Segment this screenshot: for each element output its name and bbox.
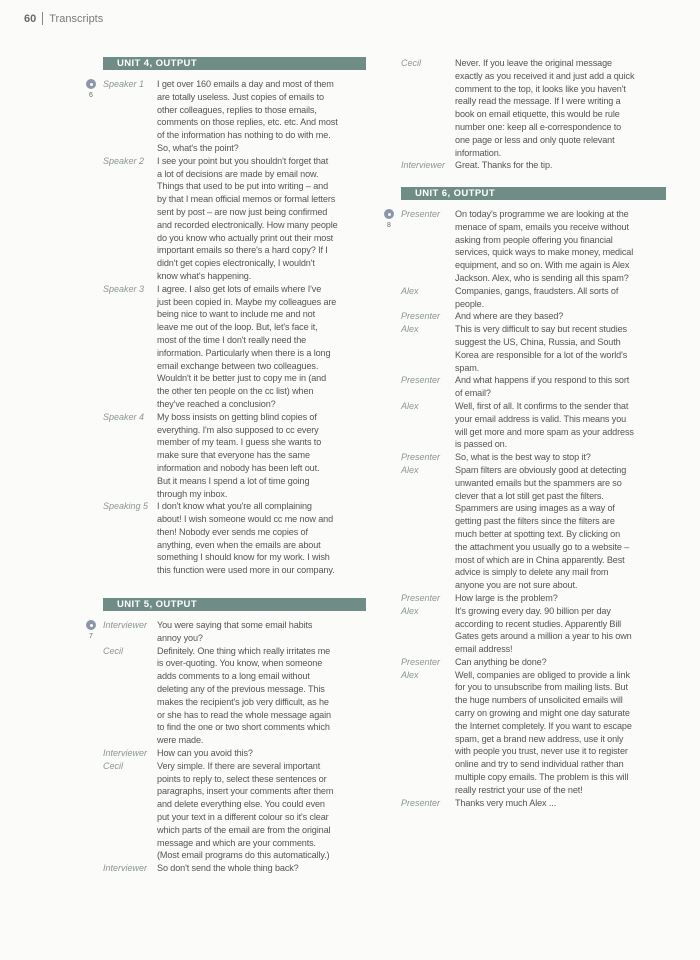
text-line: really read the message. If I were writing a [455,96,621,107]
text-line: Jackson. Alex, who is sending all this spam? [455,272,629,283]
text-line: of the information has nothing to do with me. [157,130,331,141]
text-line: Spammers are using images as a way of [455,503,615,514]
text-line: which parts of the email are from the original [157,824,331,835]
text-line: Can anything be done? [455,656,547,667]
audio-track-marker [85,79,97,99]
text-line: important emails so there's a hard copy? If I [157,245,328,256]
transcript-turn [401,464,666,592]
text-line: then! Nobody ever sends me copies of [157,526,308,537]
text-line: by that I mean official memos or formal letters [157,194,336,205]
transcript-turn [401,669,666,797]
speech-text [455,323,627,374]
speaker-label: Speaking 5 [103,501,149,512]
transcript-turn [103,862,366,875]
text-line: asking from people offering you financial [455,234,613,245]
text-line: And what happens if you respond to this sort [455,375,630,386]
speaker-label: Presenter [401,797,441,808]
text-line: and recorded electronically. How many people [157,219,338,230]
text-line: Thanks very much Alex ... [455,797,557,808]
unit-5-section [89,598,366,875]
speech-text [455,605,632,656]
transcript-turn [401,797,666,810]
text-line: getting past the filters since the filters are [455,516,615,527]
text-line: Things that used to be put into writing – and [157,181,329,192]
speaker-label: Interviewer [103,747,148,758]
speaker-label: Presenter [401,592,441,603]
text-line: through my inbox. [157,488,228,499]
text-line: Great. Thanks for the tip. [455,160,553,171]
unit-6-section [387,187,666,809]
text-line: for you to unsubscribe from mailing lists. But [455,682,628,693]
track-number: 6 [89,92,93,99]
speech-text [157,619,312,645]
text-line: suggest the US, China, Russia, and South [455,336,621,347]
text-line: is over-quoting. You know, when someone [157,658,323,669]
text-line: It's growing every day. 90 billion per day [455,605,611,616]
text-line: were made. [157,735,204,746]
text-line: according to recent studies. Apparently Bill [455,618,622,629]
transcript-turn [401,656,666,669]
speech-text [157,760,333,862]
text-line: Well, companies are obliged to provide a link [455,669,630,680]
speech-text [157,645,331,747]
text-line: most of the time I don't really need the [157,334,307,345]
text-line: I agree. I also get lots of emails where I've [157,283,322,294]
speaker-label: Presenter [401,452,441,463]
unit-4-section [89,57,366,577]
unit-5-continued [401,57,666,172]
speech-text [455,159,552,172]
speech-text [455,310,563,323]
speaker-label: Speaker 3 [103,283,145,294]
text-line: (Most email programs do this automatically.) [157,850,330,861]
text-line: didn't get copies electronically, I wouldn't [157,258,315,269]
speech-text [157,411,321,501]
transcript-turn [401,285,666,311]
text-line: menace of spam, emails you receive without [455,221,629,232]
speaker-label: Alex [401,400,419,411]
text-line: Definitely. One thing which really irritates me [157,645,331,656]
page-number: 60 [24,12,37,25]
transcript-turn [401,310,666,323]
text-line: online and try to send individual rather than [455,759,624,770]
page-header [24,12,103,25]
text-line: Very simple. If there are several important [157,760,321,771]
text-line: deleting any of the previous message. This [157,683,325,694]
text-line: really restrict your use of the net! [455,784,583,795]
speaker-label: Interviewer [103,620,148,630]
speaker-label: Cecil [401,58,422,68]
text-line: being nice to want to include me and not [157,309,315,320]
transcript-turn [103,500,366,577]
text-line: they've reached a conclusion? [157,398,276,409]
text-line: points to reply to, select these sentences or [157,773,327,784]
speaker-label: Alex [401,669,419,680]
speech-text [157,500,335,577]
header-divider [42,12,43,25]
text-line: How can you avoid this? [157,747,253,758]
text-line: leave me out of the loop. But, let's face it, [157,322,318,333]
text-line: multiple copy emails. The problem is this will [455,772,629,783]
speech-text [455,797,556,810]
text-line: My boss insists on getting blind copies of [157,411,317,422]
text-line: member of my team. I guess she wants to [157,437,322,448]
text-line: is passed on. [455,439,508,450]
speech-text [455,464,629,592]
text-line: of email? [455,388,491,399]
text-line: Spam filters are obviously good at detecting [455,464,627,475]
text-line: other colleagues, replies to those emails, [157,104,317,115]
transcript-turn [103,283,366,411]
cd-icon [86,79,96,89]
unit-heading: UNIT 5, OUTPUT [103,598,366,611]
section-title: Transcripts [49,12,104,25]
speech-text [157,155,338,283]
transcript-turn [89,78,366,155]
speaker-label: Alex [401,464,419,475]
text-line: about! I wish someone would cc me now and [157,514,334,525]
text-line: know what's happening. [157,270,252,281]
unit-heading: UNIT 4, OUTPUT [103,57,366,70]
speaker-label: Speaker 2 [103,155,145,166]
text-line: information and nobody has been left out. [157,462,320,473]
speaker-label: Presenter [401,375,441,386]
track-number: 8 [387,222,391,229]
text-line: most of which are in China apparently. Best [455,554,625,565]
text-line: annoy you? [157,632,203,643]
text-line: So, what's the point? [157,142,239,153]
text-line: carry on growing and might one day saturate [455,708,630,719]
speech-text [455,374,629,400]
text-line: paragraphs, insert your comments after them [157,786,334,797]
speech-text [455,592,558,605]
text-line: So don't send the whole thing back? [157,863,299,874]
speaker-label: Interviewer [103,863,148,874]
text-line: comment to the top, it looks like you haven't [455,83,626,94]
speech-text [455,208,633,285]
text-line: message and which are your comments. [157,837,316,848]
text-line: just been copied in. Maybe my colleagues are [157,296,337,307]
transcript-turn [401,374,666,400]
audio-track-marker [85,620,97,640]
text-line: You were saying that some email habits [157,620,313,630]
text-line: with people you trust, never use it to register [455,746,628,757]
speaker-label: Speaker 4 [103,411,145,422]
transcript-turn [401,400,666,451]
unit-heading: UNIT 6, OUTPUT [401,187,666,200]
speaker-label: Interviewer [401,160,446,171]
text-line: Companies, gangs, fraudsters. All sorts of [455,285,619,296]
text-line: anyone you are not sure about. [455,580,578,591]
text-line: everything. I'm also supposed to cc every [157,424,319,435]
text-line: sent by post – are now just being confirmed [157,206,328,217]
speech-text [455,451,591,464]
speech-text [157,862,299,875]
text-line: spam, get a brand new address, use it only [455,733,624,744]
transcript-turn [103,760,366,862]
text-line: And where are they based? [455,311,564,322]
text-line: information. Particularly when there is a long [157,347,331,358]
transcript-turn [401,592,666,605]
transcript-turn [103,747,366,760]
speaker-label: Presenter [401,209,441,219]
text-line: are totally useless. Just copies of emails to [157,91,324,102]
text-line: Never. If you leave the original message [455,58,612,68]
transcript-turn [387,208,666,285]
text-line: How large is the problem? [455,592,558,603]
speech-text [455,400,634,451]
text-line: put your text in a different colour so it's clear [157,811,329,822]
text-line: comments on those replies, etc. etc. And most [157,117,338,128]
text-line: number one: keep all e-correspondence to [455,121,622,132]
text-line: the huge numbers of unsolicited emails will [455,695,623,706]
cd-icon [384,209,394,219]
text-line: services, quick ways to make money, medical [455,247,634,258]
speaker-label: Speaker 1 [103,79,145,89]
text-line: the attachment you usually go to a website – [455,541,630,552]
text-line: or she has to read the whole message again [157,709,331,720]
transcript-turn [103,645,366,747]
text-line: unwanted emails but the spammers are so [455,477,622,488]
text-line: email address! [455,644,513,655]
text-line: I don't know what you're all complaining [157,501,312,512]
speaker-label: Alex [401,285,419,296]
cd-icon [86,620,96,630]
transcript-turn [401,57,666,159]
text-line: I get over 160 emails a day and most of them [157,79,334,89]
text-line: exactly as you received it and just add a quick [455,70,635,81]
text-line: I see your point but you shouldn't forget that [157,155,329,166]
text-line: this function were used more in our company. [157,565,335,576]
text-line: Well, first of all. It confirms to the sender that [455,400,629,411]
text-line: advice is simply to delete any mail from [455,567,609,578]
speech-text [157,283,336,411]
speaker-label: Alex [401,605,419,616]
speech-text [157,747,253,760]
speaker-label: Presenter [401,656,441,667]
text-line: anything, even when the emails are about [157,539,321,550]
text-line: equipment, and so on. With me again is Alex [455,260,630,271]
transcript-turn [89,619,366,645]
text-line: book on email etiquette, this would be rule [455,109,620,120]
audio-track-marker [383,209,395,229]
text-line: But it means I spend a lot of time going [157,475,310,486]
text-line: something I should know for my work. I wish [157,552,330,563]
text-line: clever that a lot still get past the filters. [455,490,604,501]
text-line: This is very difficult to say but recent studies [455,324,627,335]
transcript-turn [401,323,666,374]
speech-text [157,78,338,155]
text-line: email exchange between two colleagues. [157,360,319,371]
text-line: the Internet completely. If you want to escape [455,720,632,731]
speaker-label: Cecil [103,760,124,771]
text-line: will get more and more spam as your address [455,426,634,437]
text-line: adds comments to a long email without [157,671,310,682]
transcript-turn [103,155,366,283]
transcript-turn [401,159,666,172]
transcript-turn [401,605,666,656]
text-line: Gates gets around a million a year to his own [455,631,632,642]
text-line: makes the recipient's job very difficult, as he [157,696,329,707]
text-line: do you know who actually print out their most [157,232,334,243]
text-line: On today's programme we are looking at the [455,209,629,219]
text-line: make sure that everyone has the same [157,450,310,461]
speaker-label: Cecil [103,645,124,656]
speech-text [455,669,632,797]
text-line: much better at spotting text. By clicking on [455,528,621,539]
text-line: information. [455,147,502,158]
text-line: spam. [455,362,480,373]
text-line: people. [455,298,484,309]
speech-text [455,57,634,159]
track-number: 7 [89,633,93,640]
transcript-turn [103,411,366,501]
speech-text [455,285,618,311]
text-line: Korea are responsible for a lot of the world's [455,349,628,360]
speaker-label: Alex [401,324,419,335]
text-line: So, what is the best way to stop it? [455,452,591,463]
speaker-label: Presenter [401,311,441,322]
transcript-turn [401,451,666,464]
text-line: Wouldn't it be better just to copy me in (and [157,373,327,384]
speech-text [455,656,547,669]
text-line: to find the one or two short comments which [157,722,330,733]
text-line: one page or less and only quote relevant [455,134,615,145]
text-line: and delete everything else. You could even [157,799,325,810]
text-line: a lot of decisions are made by email now. [157,168,319,179]
text-line: the other ten people on the cc list) when [157,386,314,397]
text-line: your email address is valid. This means you [455,413,627,424]
